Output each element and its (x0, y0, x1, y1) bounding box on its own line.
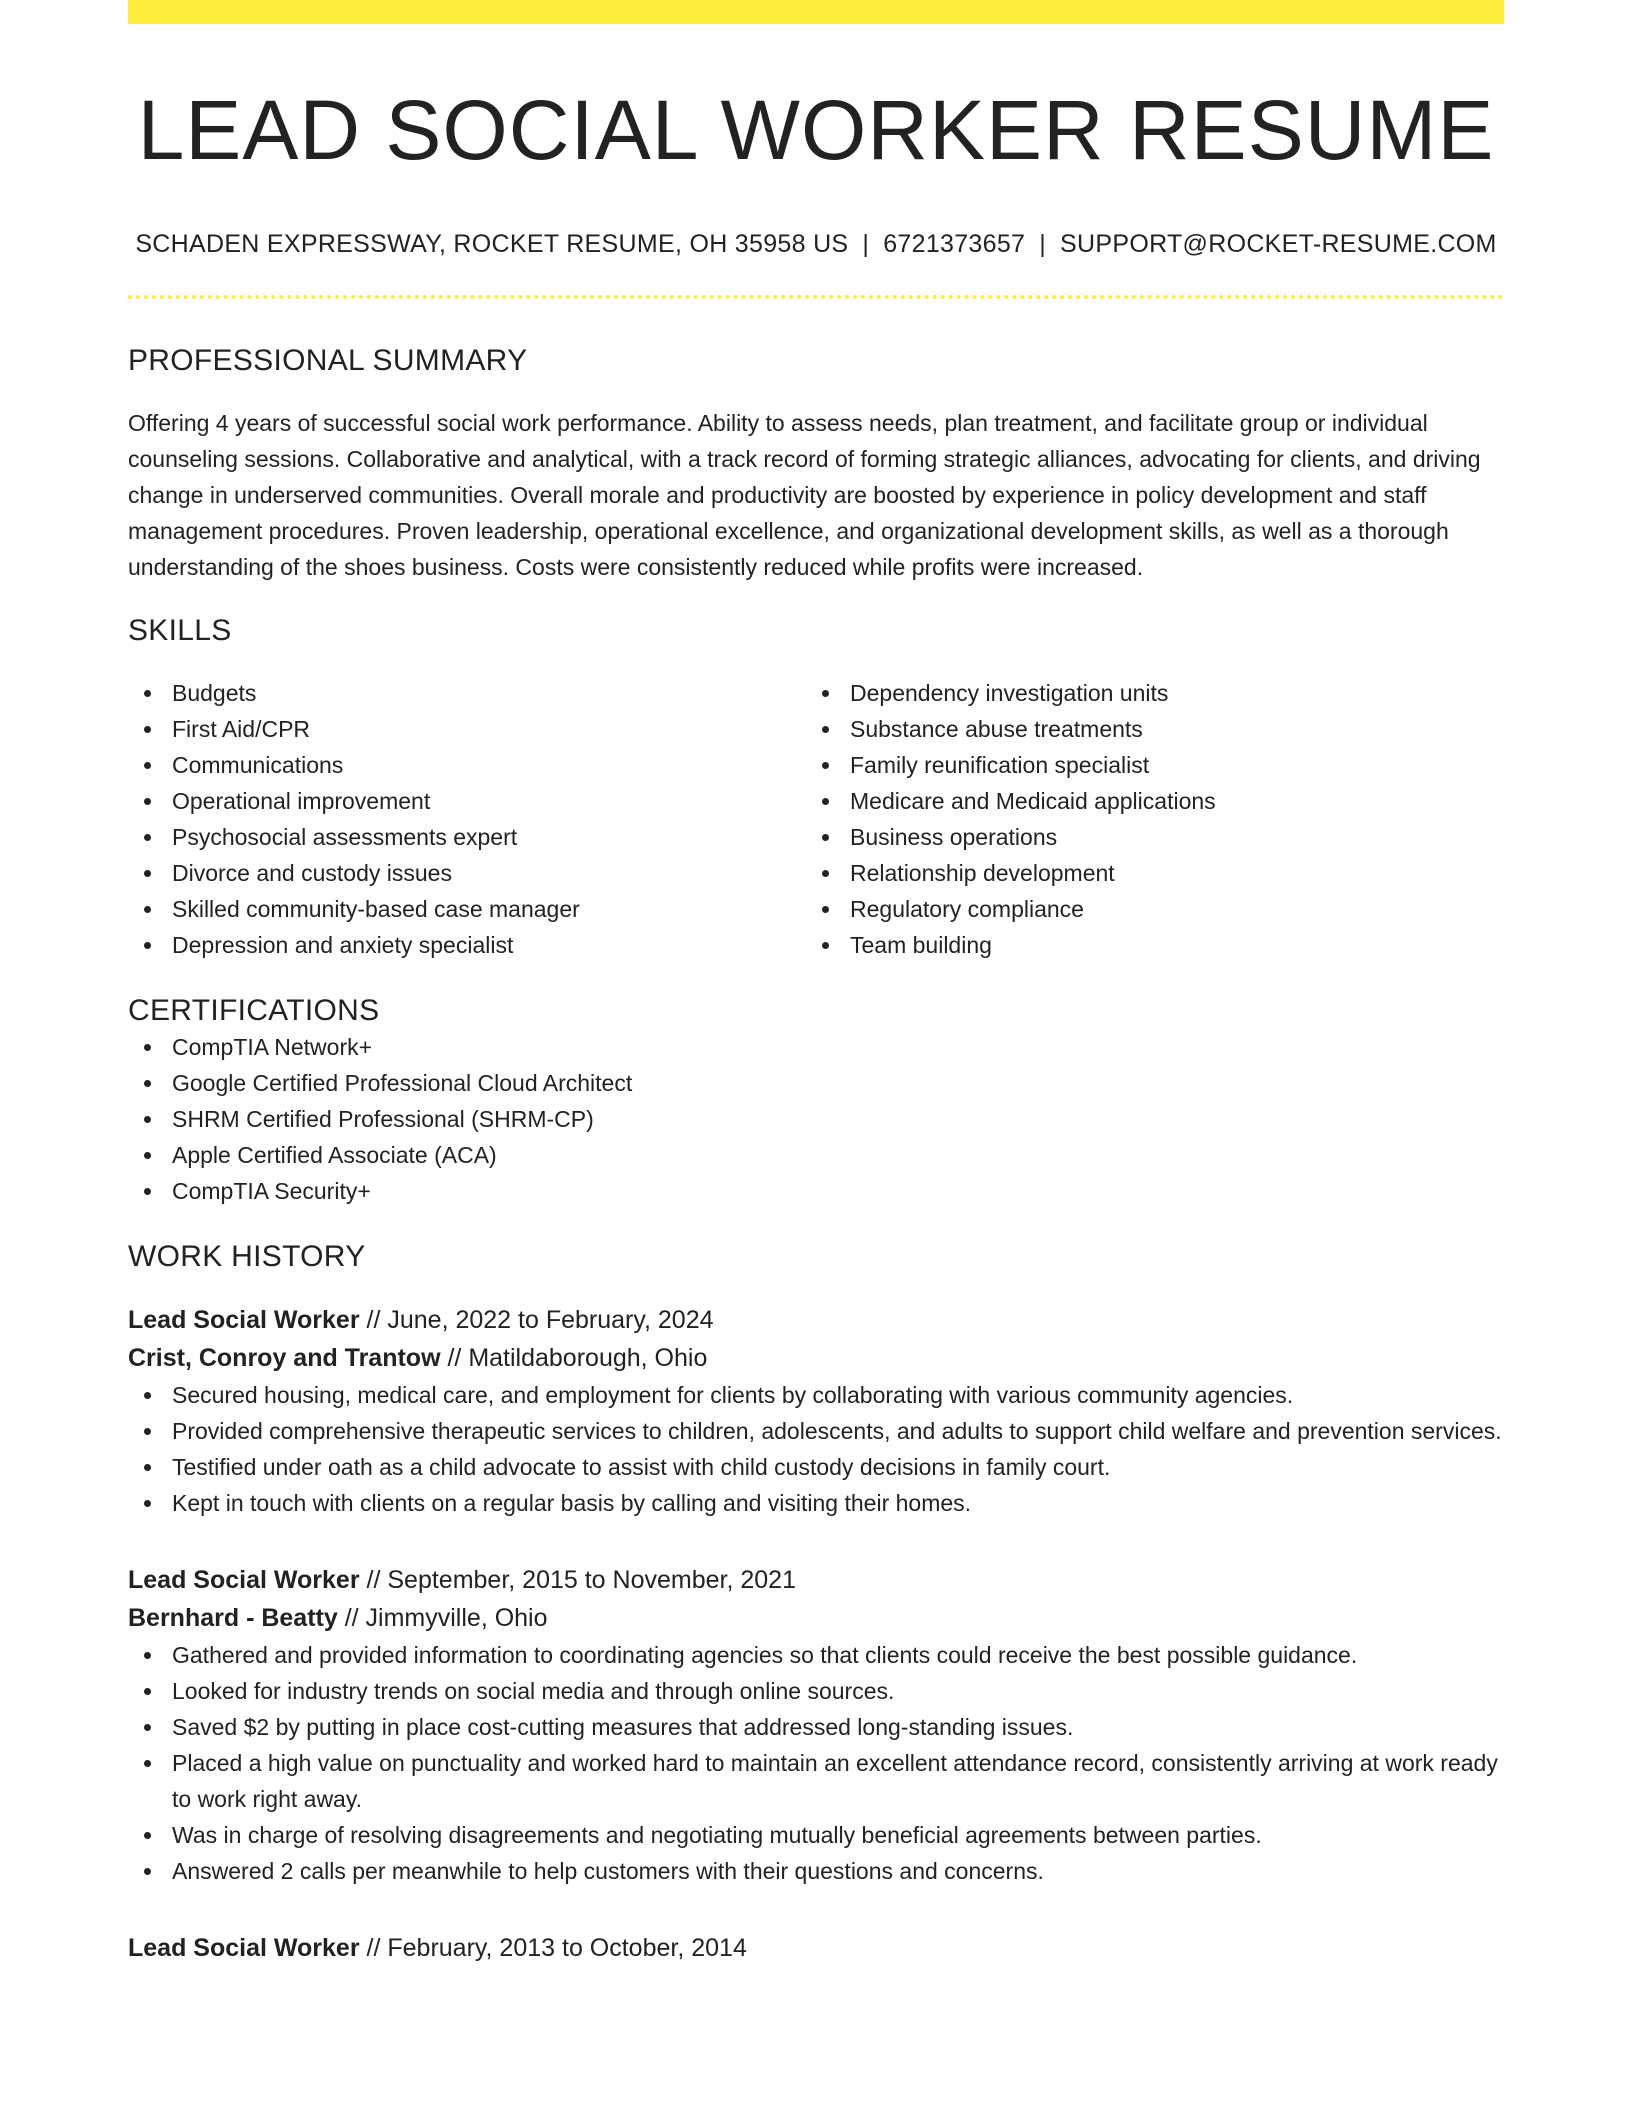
work-history-heading: WORK HISTORY (128, 1240, 366, 1274)
skills-right-column (806, 675, 1484, 963)
certification-item: Google Certified Professional Cloud Architect (128, 1065, 1504, 1101)
certifications-heading: CERTIFICATIONS (128, 994, 380, 1028)
skill-item: Regulatory compliance (806, 891, 1484, 927)
job-title: Lead Social Worker (128, 1306, 360, 1335)
job-company: Crist, Conroy and Trantow (128, 1344, 441, 1373)
job-title: Lead Social Worker (128, 1566, 360, 1595)
resume-title: LEAD SOCIAL WORKER RESUME (137, 83, 1495, 177)
job-dates: // September, 2015 to November, 2021 (359, 1566, 796, 1595)
job-title-line (128, 1929, 1504, 1967)
job-company-line (128, 1599, 1504, 1637)
job-duty-item: Saved $2 by putting in place cost-cutting measures that addressed long-standing issues. (128, 1709, 1504, 1745)
job-duty-item: Looked for industry trends on social media and through online sources. (128, 1673, 1504, 1709)
contact-address: SCHADEN EXPRESSWAY, ROCKET RESUME, OH 35958 US (135, 230, 849, 259)
contact-email: SUPPORT@ROCKET-RESUME.COM (1060, 230, 1497, 259)
skill-item: Dependency investigation units (806, 675, 1484, 711)
skill-item: Divorce and custody issues (128, 855, 806, 891)
skill-item: Team building (806, 927, 1484, 963)
summary-text: Offering 4 years of successful social work performance. Ability to assess needs, plan treatment, and facilitate group or individual counseling sessions. Collaborative and analytical, with a track record of forming strategic alliances, advocating for clients, and driving change in underserved communities. Overall morale and productivity are boosted by experience in policy development and staff management procedures. Proven leadership, operational excellence, and organizational development skills, as well as a thorough understanding of the shoes business. Costs were consistently reduced while profits were increased. (128, 410, 1481, 581)
skill-item: Medicare and Medicaid applications (806, 783, 1484, 819)
job-duty-item: Testified under oath as a child advocate to assist with child custody decisions in family court. (128, 1449, 1504, 1485)
job-duty-item: Kept in touch with clients on a regular basis by calling and visiting their homes. (128, 1485, 1504, 1521)
job-entry (128, 1561, 1504, 1889)
contact-separator: | (862, 230, 870, 259)
skill-item: Budgets (128, 675, 806, 711)
top-accent-bar (128, 0, 1504, 24)
contact-line (128, 230, 1504, 259)
job-entry (128, 1301, 1504, 1521)
job-entry (128, 1929, 1504, 1967)
skill-item: First Aid/CPR (128, 711, 806, 747)
job-location: // Jimmyville, Ohio (337, 1604, 548, 1633)
skill-item: Depression and anxiety specialist (128, 927, 806, 963)
skills-columns (128, 675, 1504, 963)
job-company: Bernhard - Beatty (128, 1604, 338, 1633)
dotted-divider (128, 295, 1504, 299)
skill-item: Skilled community-based case manager (128, 891, 806, 927)
job-duty-item: Secured housing, medical care, and employment for clients by collaborating with various community agencies. (128, 1377, 1504, 1413)
skill-item: Relationship development (806, 855, 1484, 891)
job-location: // Matildaborough, Ohio (440, 1344, 708, 1373)
skills-left-list (128, 675, 806, 963)
job-dates: // February, 2013 to October, 2014 (359, 1934, 747, 1963)
skill-item: Communications (128, 747, 806, 783)
summary-heading: PROFESSIONAL SUMMARY (128, 344, 528, 378)
certification-item: Apple Certified Associate (ACA) (128, 1137, 1504, 1173)
resume-page (128, 0, 1504, 1967)
skill-item: Business operations (806, 819, 1484, 855)
job-duty-item: Provided comprehensive therapeutic services to children, adolescents, and adults to support child welfare and prevention services. (128, 1413, 1504, 1449)
skills-left-column (128, 675, 806, 963)
certification-item: CompTIA Network+ (128, 1029, 1504, 1065)
skill-item: Operational improvement (128, 783, 806, 819)
contact-phone: 6721373657 (883, 230, 1026, 259)
certification-item: CompTIA Security+ (128, 1173, 1504, 1209)
job-company-line (128, 1339, 1504, 1377)
job-title-line (128, 1561, 1504, 1599)
skill-item: Substance abuse treatments (806, 711, 1484, 747)
skills-heading: SKILLS (128, 614, 232, 648)
certification-item: SHRM Certified Professional (SHRM-CP) (128, 1101, 1504, 1137)
job-duties-list (128, 1637, 1504, 1889)
skill-item: Family reunification specialist (806, 747, 1484, 783)
job-title-line (128, 1301, 1504, 1339)
job-duty-item: Gathered and provided information to coordinating agencies so that clients could receive the best possible guidance. (128, 1637, 1504, 1673)
certifications-list (128, 1029, 1504, 1209)
job-title: Lead Social Worker (128, 1934, 360, 1963)
job-duty-item: Was in charge of resolving disagreements and negotiating mutually beneficial agreements between parties. (128, 1817, 1504, 1853)
contact-separator: | (1039, 230, 1047, 259)
job-dates: // June, 2022 to February, 2024 (359, 1306, 714, 1335)
skills-right-list (806, 675, 1484, 963)
skill-item: Psychosocial assessments expert (128, 819, 806, 855)
job-duty-item: Placed a high value on punctuality and worked hard to maintain an excellent attendance record, consistently arriving at work ready to work right away. (128, 1745, 1504, 1817)
job-duties-list (128, 1377, 1504, 1521)
job-duty-item: Answered 2 calls per meanwhile to help customers with their questions and concerns. (128, 1853, 1504, 1889)
